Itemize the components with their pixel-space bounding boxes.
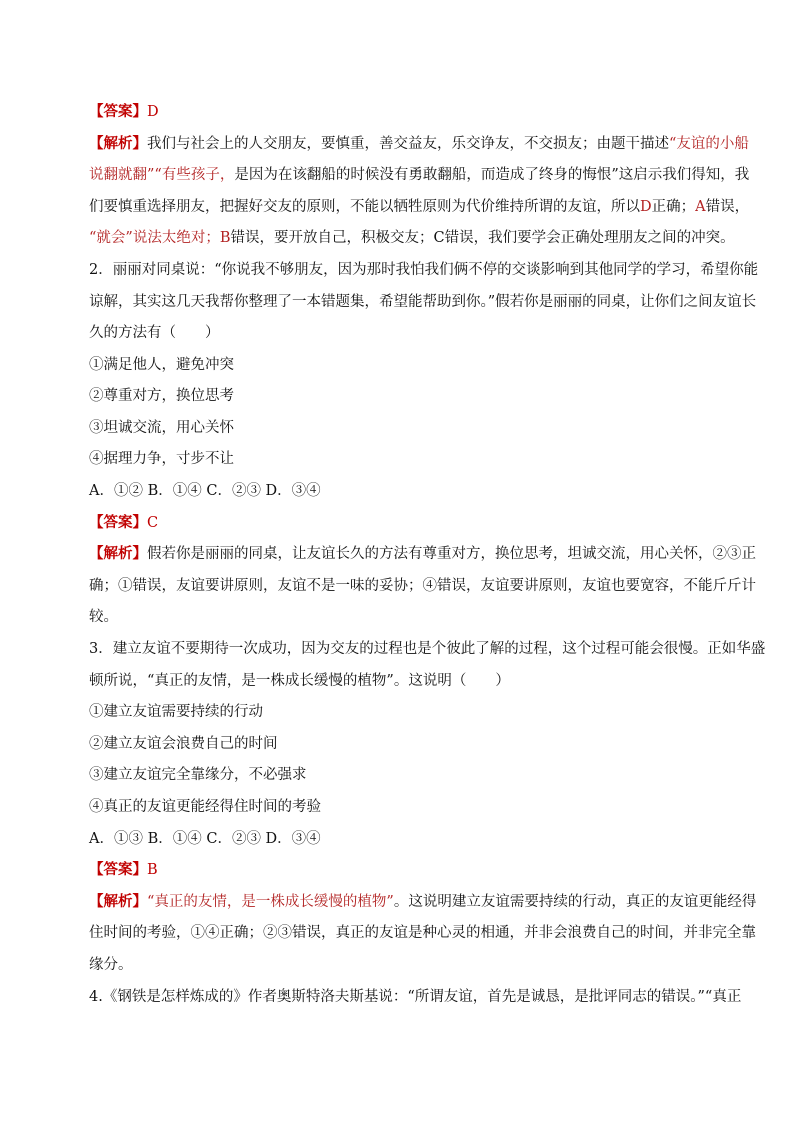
q3-option-4: ④真正的友谊更能经得住时间的考验	[89, 799, 321, 815]
q1-analysis-line-4: “就会”说法太绝对；B错误，要开放自己，积极交友；C错误，我们要学会正确处理朋友之间的冲突。	[89, 230, 735, 246]
q2-option-1: ①满足他人，避免冲突	[89, 357, 234, 373]
q1-analysis-line-1: 【解析】我们与社会上的人交朋友，要慎重，善交益友，乐交诤友，不交损友；由题干描述“友谊的小船	[89, 135, 749, 152]
answer-value: B	[147, 862, 158, 878]
answer-tag: 【答案】	[89, 861, 147, 878]
q3-analysis-line-2: 住时间的考验，①④正确；②③错误，真正的友谊是种心灵的相通，并非会浪费自己的时间，并非完全靠	[89, 925, 756, 941]
q2-option-4: ④据理力争，寸步不让	[89, 451, 234, 467]
q2-analysis-line-3: 较。	[89, 609, 118, 625]
analysis-tag: 【解析】	[89, 545, 147, 562]
analysis-tag: 【解析】	[89, 893, 147, 910]
q3-analysis-line-3: 缘分。	[89, 957, 133, 973]
q2-option-3: ③坦诚交流，用心关怀	[89, 420, 234, 436]
q3-choices: A．①③ B．①④ C．②③ D．③④	[89, 831, 321, 847]
q3-option-3: ③建立友谊完全靠缘分，不必强求	[89, 767, 307, 783]
q2-choices: A．①② B．①④ C．②③ D．③④	[89, 483, 321, 499]
answer-value: D	[147, 104, 159, 120]
q2-analysis-line-1: 【解析】假若你是丽丽的同桌，让友谊长久的方法有尊重对方，换位思考，坦诚交流，用心关怀，②③正	[89, 545, 756, 562]
q3-answer-line	[89, 860, 729, 880]
q3-stem-line-2: 顿所说，“真正的友情，是一株成长缓慢的植物”。这说明（ ）	[89, 673, 510, 689]
q2-answer-line	[89, 513, 729, 533]
answer-tag: 【答案】	[89, 514, 147, 531]
q2-stem-line-1: 2．丽丽对同桌说：“你说我不够朋友，因为那时我怕我们俩不停的交谈影响到其他同学的学习，希望你能	[89, 262, 759, 278]
q2-stem-line-3: 久的方法有（ ）	[89, 325, 220, 341]
q1-answer-line	[89, 102, 729, 122]
q3-option-1: ①建立友谊需要持续的行动	[89, 704, 263, 720]
q2-analysis-line-2: 确；①错误，友谊要讲原则，友谊不是一味的妥协；④错误，友谊要讲原则，友谊也要宽容，不能斤斤计	[89, 578, 756, 594]
q3-stem-line-1: 3．建立友谊不要期待一次成功，因为交友的过程也是个彼此了解的过程，这个过程可能会很慢。正如华盛	[89, 641, 766, 657]
answer-value: C	[147, 515, 159, 531]
q4-stem-line-1: 4.《钢铁是怎样炼成的》作者奥斯特洛夫斯基说：“所谓友谊，首先是诚恳，是批评同志的错误。”“真正	[89, 989, 742, 1005]
q3-analysis-line-1: 【解析】“真正的友情，是一株成长缓慢的植物”。这说明建立友谊需要持续的行动，真正的友谊更能经得	[89, 893, 757, 910]
q1-analysis-line-2: 说翻就翻”“有些孩子，是因为在该翻船的时候没有勇敢翻船，而造成了终身的悔恨”这启示我们得知，我	[89, 167, 750, 183]
q1-analysis-line-3: 们要慎重选择朋友，把握好交友的原则，不能以牺牲原则为代价维持所谓的友谊，所以D正确；A错误，	[89, 199, 750, 215]
q2-stem-line-2: 谅解，其实这几天我帮你整理了一本错题集，希望能帮助到你。”假若你是丽丽的同桌，让你们之间友谊长	[89, 294, 757, 310]
q3-option-2: ②建立友谊会浪费自己的时间	[89, 736, 278, 752]
answer-tag: 【答案】	[89, 103, 147, 120]
q2-option-2: ②尊重对方，换位思考	[89, 388, 234, 404]
analysis-tag: 【解析】	[89, 135, 147, 152]
